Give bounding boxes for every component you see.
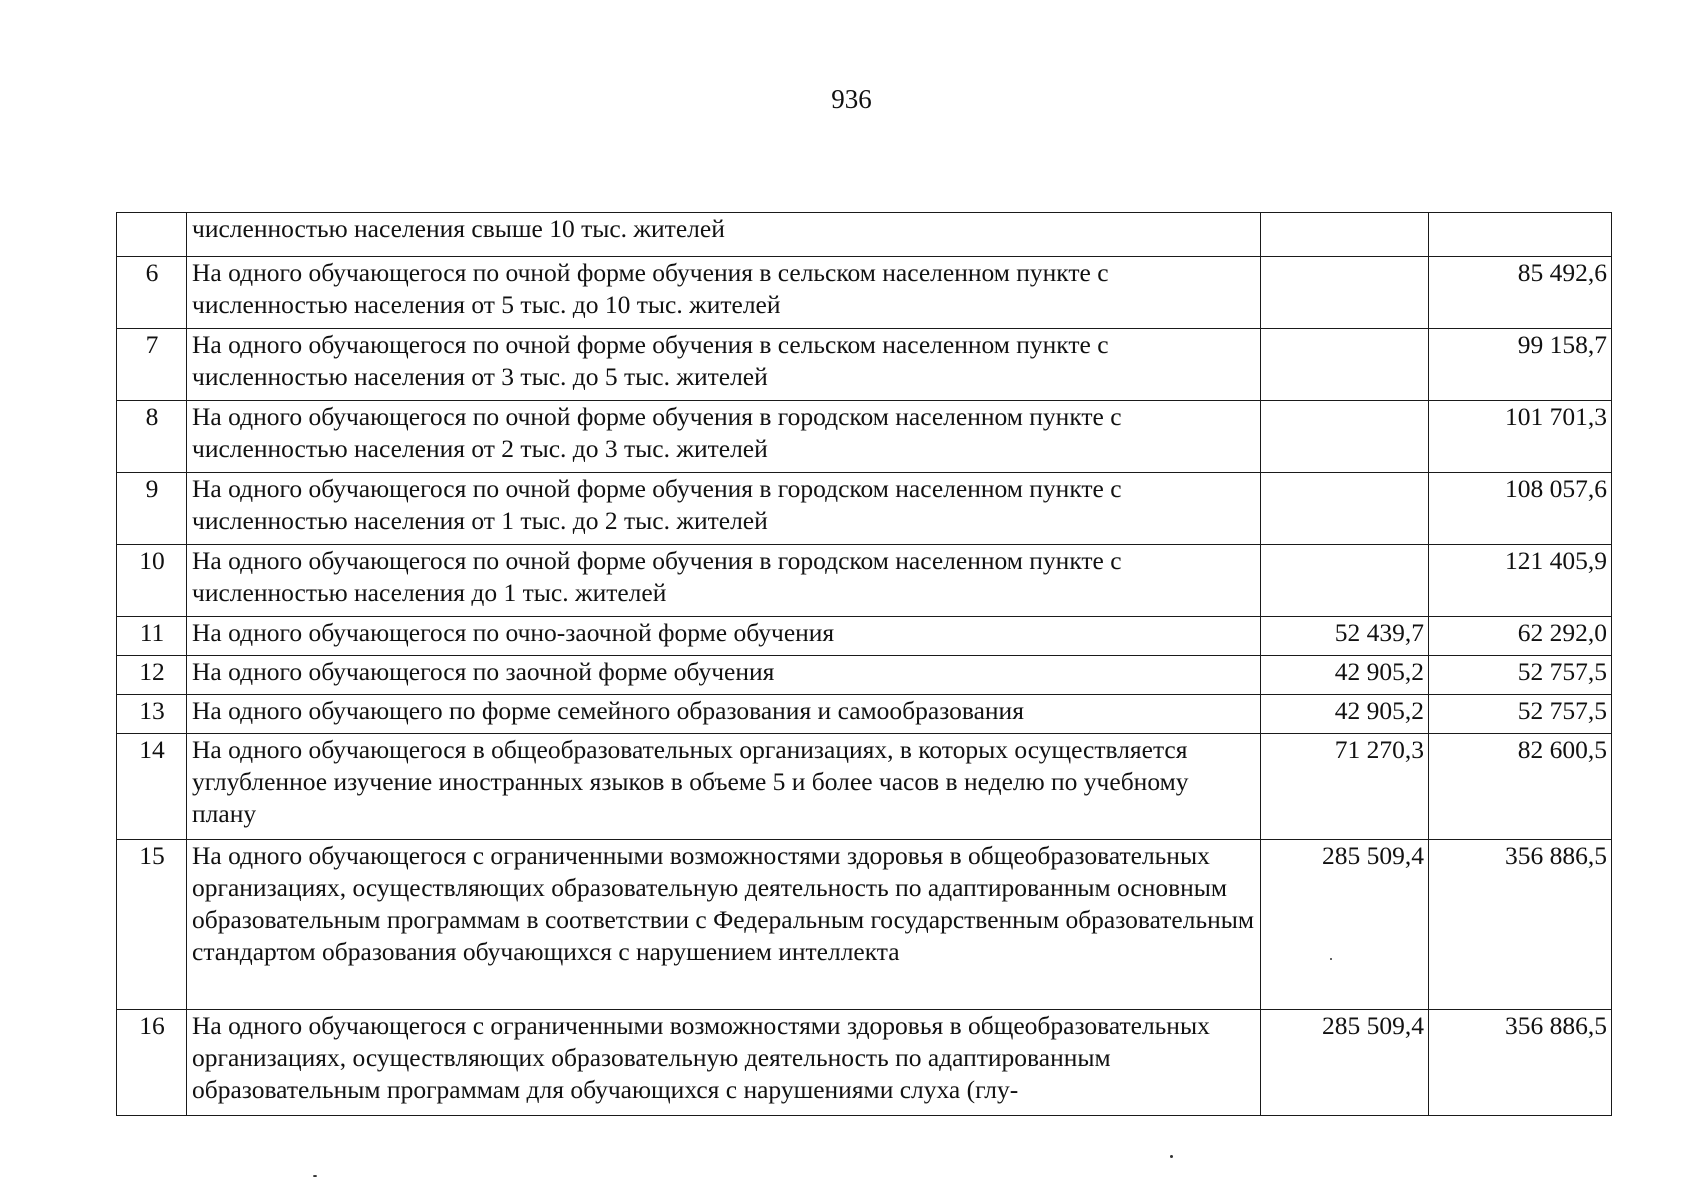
table-row [117,734,1612,840]
row-description: На одного обучающегося с ограниченными возможностями здоровья в общеобразовательных организациях, осуществляющих образовательную деятельность по адаптированным основным образовательным программам в соответствии с Федеральным государственным образовательным стандартом образования обучающихся с нарушением интеллекта [187,840,1261,1010]
row-number: 13 [117,695,187,734]
row-number: 9 [117,473,187,545]
row-value-2: 356 886,5 [1429,840,1612,1010]
row-description: На одного обучающего по форме семейного образования и самообразования [187,695,1261,734]
row-value-1 [1261,257,1429,329]
row-description: На одного обучающегося по очной форме обучения в сельском населенном пункте с численностью населения от 3 тыс. до 5 тыс. жителей [187,329,1261,401]
row-value-1 [1261,545,1429,617]
table-row [117,257,1612,329]
row-value-2: 52 757,5 [1429,695,1612,734]
row-value-2: 121 405,9 [1429,545,1612,617]
row-description: На одного обучающегося по очной форме обучения в городском населенном пункте с численностью населения до 1 тыс. жителей [187,545,1261,617]
row-number [117,213,187,257]
table-row [117,1010,1612,1116]
table-row [117,401,1612,473]
row-description: На одного обучающегося по очной форме обучения в городском населенном пункте с численностью населения от 2 тыс. до 3 тыс. жителей [187,401,1261,473]
table-row [117,473,1612,545]
row-value-2: 85 492,6 [1429,257,1612,329]
row-description: На одного обучающегося по очной форме обучения в сельском населенном пункте с численностью населения от 5 тыс. до 10 тыс. жителей [187,257,1261,329]
row-value-2: 52 757,5 [1429,656,1612,695]
table-row [117,213,1612,257]
row-value-1: 42 905,2 [1261,656,1429,695]
row-value-1 [1261,401,1429,473]
row-description: На одного обучающегося по заочной форме обучения [187,656,1261,695]
table-row [117,695,1612,734]
row-value-1: 285 509,4 [1261,840,1429,1010]
row-value-2: 99 158,7 [1429,329,1612,401]
row-number: 14 [117,734,187,840]
row-value-2: 108 057,6 [1429,473,1612,545]
row-value-2 [1429,213,1612,257]
scan-speck [1170,1155,1173,1158]
row-description: На одного обучающегося по очной форме обучения в городском населенном пункте с численностью населения от 1 тыс. до 2 тыс. жителей [187,473,1261,545]
row-value-1 [1261,213,1429,257]
row-number: 11 [117,617,187,656]
row-number: 10 [117,545,187,617]
row-value-2: 101 701,3 [1429,401,1612,473]
row-value-2: 62 292,0 [1429,617,1612,656]
row-value-1: 42 905,2 [1261,695,1429,734]
table-row [117,840,1612,1010]
allocation-table [116,212,1612,1116]
row-number: 16 [117,1010,187,1116]
table-row [117,656,1612,695]
scan-speck [313,1175,317,1177]
row-number: 6 [117,257,187,329]
row-value-1: 52 439,7 [1261,617,1429,656]
row-value-2: 82 600,5 [1429,734,1612,840]
row-number: 12 [117,656,187,695]
page-number: 936 [831,84,872,114]
table-row [117,617,1612,656]
row-value-1 [1261,329,1429,401]
table-row [117,545,1612,617]
row-value-1 [1261,473,1429,545]
row-value-2: 356 886,5 [1429,1010,1612,1116]
row-description: На одного обучающегося в общеобразовательных организациях, в которых осуществляется углубленное изучение иностранных языков в объеме 5 и более часов в неделю по учебному плану [187,734,1261,840]
row-description: На одного обучающегося по очно-заочной форме обучения [187,617,1261,656]
row-value-1: 71 270,3 [1261,734,1429,840]
row-description: численностью населения свыше 10 тыс. жителей [187,213,1261,257]
scan-speck [1330,958,1332,960]
row-number: 8 [117,401,187,473]
table-row [117,329,1612,401]
row-description: На одного обучающегося с ограниченными возможностями здоровья в общеобразовательных организациях, осуществляющих образовательную деятельность по адаптированным образовательным программам для обучающихся с нарушениями слуха (глу- [187,1010,1261,1116]
row-number: 15 [117,840,187,1010]
row-number: 7 [117,329,187,401]
row-value-1: 285 509,4 [1261,1010,1429,1116]
